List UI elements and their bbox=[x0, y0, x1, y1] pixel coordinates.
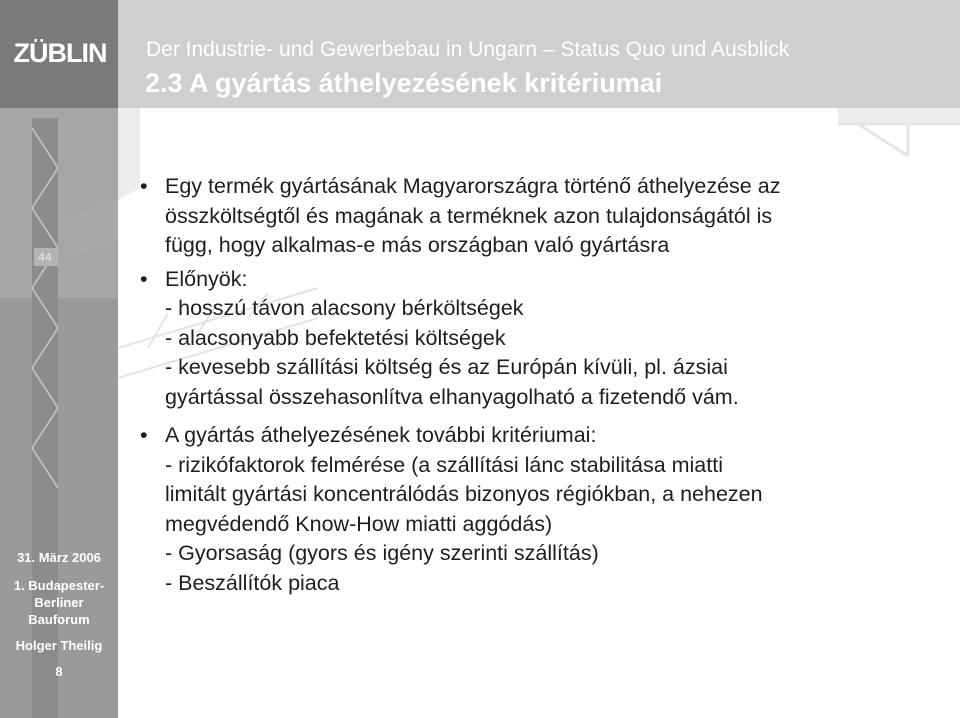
event-name-line3: Bauforum bbox=[28, 612, 90, 627]
presentation-date: 31. März 2006 bbox=[17, 550, 101, 565]
bullet-text-line: gyártással összehasonlítva elhanyagolható a fizetendő vám. bbox=[165, 384, 739, 409]
bullet-text-line: A gyártás áthelyezésének további kritériumai: bbox=[165, 423, 597, 447]
bullet-text-line: Előnyök: bbox=[165, 266, 248, 291]
slide-content bbox=[140, 172, 920, 598]
svg-text:44: 44 bbox=[38, 251, 52, 264]
logo bbox=[0, 0, 118, 108]
bullet-icon: • bbox=[140, 174, 148, 198]
sidebar bbox=[0, 108, 118, 718]
bullet-text-line: - kevesebb szállítási költség és az Európán kívüli, pl. ázsiai bbox=[165, 355, 728, 379]
bullet-advantages bbox=[140, 265, 920, 413]
presentation-subtitle: Der Industrie- und Gewerbebau in Ungarn – Status Quo und Ausblick bbox=[146, 38, 790, 61]
bullet-text-line: Egy termék gyártásának Magyarországra történő áthelyezése az bbox=[165, 174, 781, 198]
bullet-text-line: limitált gyártási koncentrálódás bizonyos régiókban, a nehezen bbox=[165, 482, 763, 506]
event-name-line1: 1. Budapester- bbox=[13, 578, 105, 593]
bullet-overall-cost bbox=[140, 172, 920, 261]
bullet-text-line: függ, hogy alkalmas-e más országban való gyártásra bbox=[165, 233, 670, 257]
slide-title: 2.3 A gyártás áthelyezésének kritériumai bbox=[145, 68, 663, 98]
bullet-text-line: - rizikófaktorok felmérése (a szállítási lánc stabilitása miatti bbox=[165, 452, 723, 477]
bullet-text-line: - alacsonyabb befektetési költségek bbox=[165, 325, 506, 350]
bullet-further-criteria bbox=[140, 421, 920, 598]
bullet-icon: • bbox=[140, 423, 148, 447]
logo-text: ZÜBLIN bbox=[13, 38, 107, 68]
page-number: 8 bbox=[55, 664, 63, 679]
bullet-text-line: - Beszállítók piaca bbox=[165, 570, 340, 595]
bullet-text-line: - Gyorsaság (gyors és igény szerinti szállítás) bbox=[165, 541, 599, 565]
event-name-line2: Berliner bbox=[34, 595, 84, 610]
bullet-text-line: összköltségtől és magának a terméknek azon tulajdonságától is bbox=[165, 203, 773, 228]
bullet-text-line: - hosszú távon alacsony bérköltségek bbox=[165, 296, 524, 320]
speaker-name: Holger Theilig bbox=[15, 638, 103, 653]
bullet-icon: • bbox=[140, 266, 148, 291]
bullet-text-line: megvédendő Know-How miatti aggódás) bbox=[165, 511, 553, 536]
